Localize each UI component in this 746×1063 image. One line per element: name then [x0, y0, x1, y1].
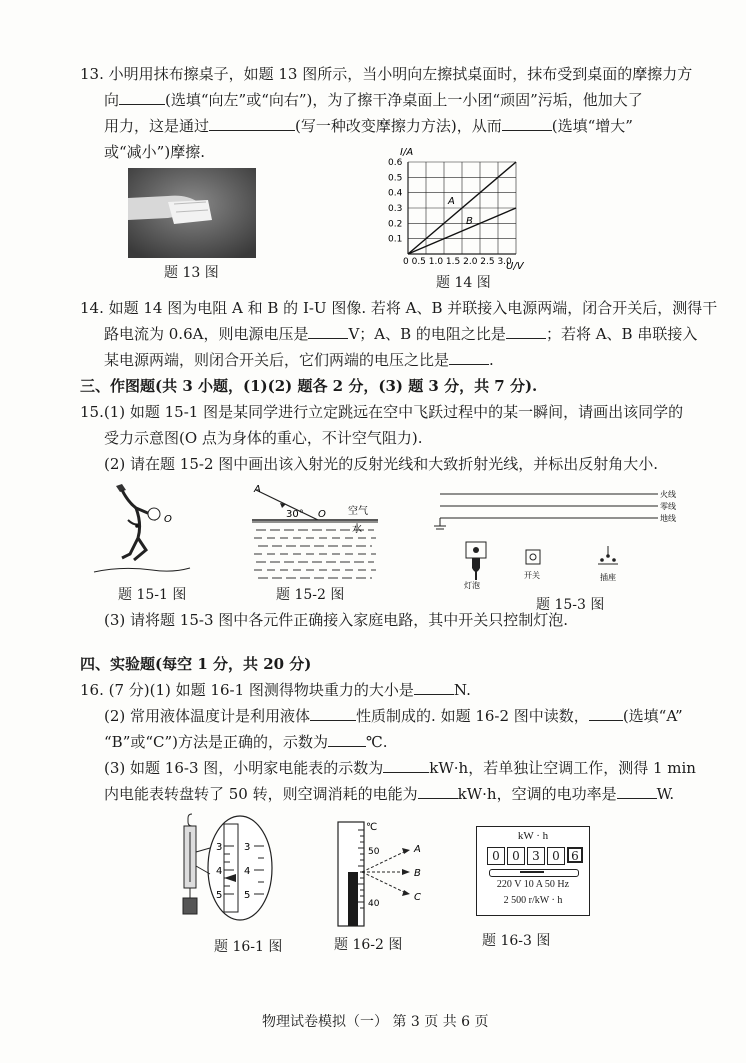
- y-tick-label: 0.2: [388, 219, 403, 230]
- switch-icon: [526, 550, 540, 564]
- page-footer: 物理试卷模拟（一） 第 3 页 共 6 页: [262, 1014, 489, 1030]
- meter-digit: 0: [547, 847, 565, 865]
- incidence-angle-label: 30°: [286, 509, 304, 520]
- q14-line1: 14. 如题 14 图为电阻 A 和 B 的 I-U 图像. 若将 A、B 并联接入电源两端，闭合开关后，测得干: [80, 299, 718, 317]
- q16-blank3[interactable]: [589, 706, 623, 721]
- incident-ray-label: A: [254, 484, 261, 495]
- q13-blank3[interactable]: [502, 116, 552, 131]
- q15-line1: 15.(1) 如题 15-1 图是某同学进行立定跳远在空中飞跃过程中的某一瞬间，请画出该同学的: [80, 403, 684, 421]
- fig14-chart: [386, 142, 536, 272]
- q16-blank1[interactable]: [414, 680, 454, 695]
- y-tick-label: 0.1: [388, 234, 403, 245]
- q16-line4: (3) 如题 16-3 图，小明家电能表的示数为 kW·h，若单独让空调工作，测得 1 min: [104, 759, 696, 777]
- live-wire-label: 火线: [660, 490, 676, 499]
- y-tick-label: 0.3: [388, 204, 403, 214]
- y-tick-label: 0.5: [388, 173, 403, 184]
- fig16-1-spring-scale: [178, 812, 278, 924]
- q16-blank6[interactable]: [418, 784, 458, 799]
- air-label: 空气: [348, 506, 368, 517]
- bulb-icon: [466, 542, 486, 580]
- scale-tick-4-right: 4: [244, 866, 251, 877]
- fig16-2-thermometer: [332, 818, 432, 928]
- q14-blank1[interactable]: [308, 324, 348, 339]
- q16-line2: (2) 常用液体温度计是利用液体 性质制成的. 如题 16-2 图中读数， (选填“A”: [104, 707, 683, 725]
- q16-blank7[interactable]: [617, 784, 657, 799]
- socket-icon: [598, 546, 618, 564]
- q16-line1: 16. (7 分)(1) 如题 16-1 图测得物块重力的大小是 N.: [80, 681, 471, 699]
- series-a-label: A: [448, 196, 455, 207]
- iu-graph: [386, 142, 536, 272]
- q16-blank2[interactable]: [310, 706, 356, 721]
- scale-tick-5: 5: [216, 890, 223, 901]
- q16-blank5[interactable]: [383, 758, 429, 773]
- view-a-label: A: [414, 844, 421, 855]
- thermo-unit: ℃: [366, 822, 378, 833]
- y-tick-label: 0.6: [388, 158, 403, 168]
- x-ticks: 0 0.5 1.0 1.5 2.0 2.5 3.0: [403, 257, 512, 267]
- meter-digits: [487, 847, 583, 865]
- scale-tick-4: 4: [216, 866, 223, 877]
- fig15-1-caption: 题 15-1 图: [118, 587, 187, 603]
- ground-wire-label: 地线: [660, 514, 676, 523]
- meter-spec2: 2 500 r/kW · h: [503, 895, 563, 906]
- q13-line3: 用力，这是通过 (写一种改变摩擦力方法)，从而 (选填“增大”: [104, 117, 633, 135]
- fig15-1-jumper: [92, 480, 192, 580]
- bulb-label: 灯泡: [464, 581, 480, 590]
- series-b-label: B: [466, 216, 473, 227]
- q14-blank2[interactable]: [506, 324, 546, 339]
- q13-line4: 或“减小”)摩擦.: [104, 143, 205, 161]
- q14-line3: 某电源两端，则闭合开关后，它们两端的电压之比是 .: [104, 351, 494, 369]
- view-c-label: C: [414, 892, 421, 903]
- section3-heading: 三、作图题(共 3 小题，(1)(2) 题各 2 分，(3) 题 3 分，共 7 分).: [80, 377, 538, 395]
- q14-blank3[interactable]: [449, 350, 489, 365]
- fig16-3-energy-meter: [476, 826, 590, 916]
- fig15-2-optics: [252, 480, 378, 582]
- q15-line2: 受力示意图(O 点为身体的重心，不计空气阻力).: [104, 429, 423, 447]
- neutral-wire-label: 零线: [660, 502, 676, 511]
- y-axis-label: I/A: [400, 147, 414, 158]
- thermo-40: 40: [368, 899, 380, 909]
- fig15-2-caption: 题 15-2 图: [276, 587, 345, 603]
- x-axis-label: U/V: [506, 261, 524, 272]
- y-ticks: [388, 158, 403, 245]
- meter-unit: kW · h: [517, 830, 549, 842]
- q16-blank4[interactable]: [328, 732, 366, 747]
- fig16-2-caption: 题 16-2 图: [334, 937, 403, 953]
- fig15-3-caption: 题 15-3 图: [536, 597, 605, 613]
- q16-line5: 内电能表转盘转了 50 转，则空调消耗的电能为 kW·h，空调的电功率是 W.: [104, 785, 675, 803]
- scale-tick-5-right: 5: [244, 890, 251, 901]
- fig16-3-caption: 题 16-3 图: [482, 933, 551, 949]
- jumper-center-label: O: [164, 514, 172, 525]
- meter-disk: [489, 869, 579, 877]
- thermo-50: 50: [368, 847, 380, 857]
- fig14-caption: 题 14 图: [436, 275, 491, 291]
- meter-spec1: 220 V 10 A 50 Hz: [496, 879, 570, 890]
- scale-tick-3-right: 3: [244, 842, 251, 853]
- q15-line4: (3) 请将题 15-3 图中各元件正确接入家庭电路，其中开关只控制灯泡.: [104, 611, 569, 629]
- q13-line1: 13. 小明用抹布擦桌子，如题 13 图所示，当小明向左擦拭桌面时，抹布受到桌面的摩擦力方: [80, 65, 693, 83]
- water-label: 水: [352, 524, 362, 535]
- fig16-1-caption: 题 16-1 图: [214, 939, 283, 955]
- view-b-label: B: [414, 868, 421, 879]
- meter-digit: 0: [487, 847, 505, 865]
- q13-blank1[interactable]: [119, 90, 165, 105]
- q16-line3: “B”或“C”)方法是正确的，示数为 ℃.: [104, 733, 388, 751]
- incidence-point-label: O: [318, 509, 326, 520]
- fig15-3-circuit: [430, 484, 680, 592]
- socket-label: 插座: [600, 573, 616, 582]
- q13-blank2[interactable]: [209, 116, 295, 131]
- scale-tick-3: 3: [216, 842, 223, 853]
- q14-line2: 路电流为 0.6A，则电源电压是 V；A、B 的电阻之比是 ；若将 A、B 串联接入: [104, 325, 698, 343]
- y-tick-label: 0.4: [388, 188, 403, 199]
- section4-heading: 四、实验题(每空 1 分，共 20 分): [80, 655, 312, 673]
- meter-digit: 0: [507, 847, 525, 865]
- fig13-caption: 题 13 图: [164, 265, 219, 281]
- q13-line2: 向 (选填“向左”或“向右”)，为了擦干净桌面上一小团“顽固”污垢，他加大了: [104, 91, 643, 109]
- meter-digit-decimal: 6: [567, 847, 583, 863]
- q15-line3: (2) 请在题 15-2 图中画出该入射光的反射光线和大致折射光线，并标出反射角大小.: [104, 455, 659, 473]
- switch-label: 开关: [524, 571, 540, 580]
- meter-digit: 3: [527, 847, 545, 865]
- fig13-photo: [128, 168, 256, 258]
